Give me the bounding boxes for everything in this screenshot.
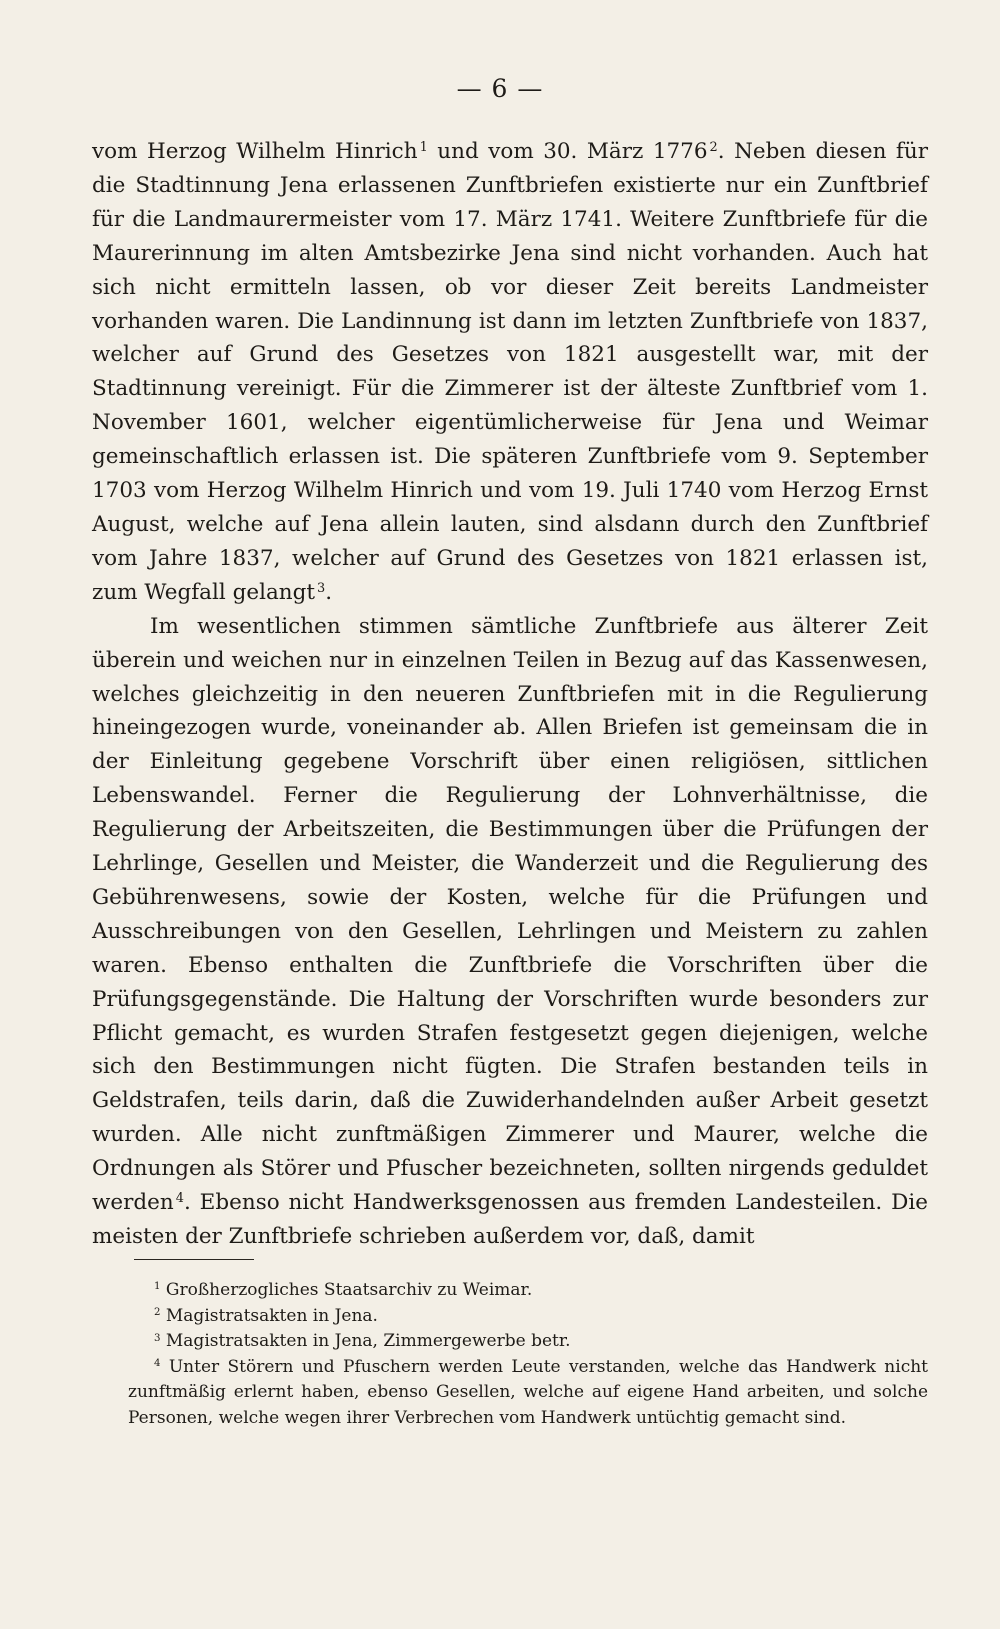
footnote-text-4: Unter Störern und Pfuschern werden Leute verstanden, welche das Handwerk nicht zunftmäßig erlernt haben, ebenso Gesellen, welche auf eigene Hand arbeiten, und solche Personen, welche wegen ihrer Verbrechen vom Handwerk untüchtig gemacht sind. [128,1356,928,1428]
footnote-1 [152,1278,928,1304]
page-number: — 6 — [456,74,544,103]
footnote-2 [152,1304,928,1330]
paragraph-2 [92,610,928,1254]
paragraph-2-text-b: . Ebenso nicht Handwerksgenossen aus fremden Landesteilen. Die meisten der Zunftbriefe schrieben außerdem vor, daß, damit [92,1190,928,1249]
paragraph-1-text-d: . [325,579,333,605]
paragraph-2-text-a: Im wesentlichen stimmen sämtliche Zunftbriefe aus älterer Zeit überein und weichen nur in einzelnen Teilen in Bezug auf das Kassenwesen, welches gleichzeitig in den neueren Zunftbriefen mit in die Regulierung hineingezogen wurde, voneinander ab. Allen Briefen ist gemeinsam die in der Einleitung gegebene Vorschrift über einen religiösen, sittlichen Lebenswandel. Ferner die Regulierung der Lohnverhältnisse, die Regulierung der Arbeitszeiten, die Bestimmungen über die Prüfungen der Lehrlinge, Gesellen und Meister, die Wanderzeit und die Regulierung des Gebührenwesens, sowie der Kosten, welche für die Prüfungen und Ausschreibungen von den Gesellen, Lehrlingen und Meistern zu zahlen waren. Ebenso enthalten die Zunftbriefe die Vorschriften über die Prüfungsgegenstände. Die Haltung der Vorschriften wurde besonders zur Pflicht gemacht, es wurden Strafen festgesetzt gegen diejenigen, welche sich den Bestimmungen nicht fügten. Die Strafen bestanden teils in Geldstrafen, teils darin, daß die Zuwiderhandelnden außer Arbeit gesetzt wurden. Alle nicht zunftmäßigen Zimmerer und Maurer, welche die Ordnungen als Störer und Pfuscher bezeichneten, sollten nirgends geduldet werden [92,613,928,1216]
footnote-marker-4: 4 [154,1358,161,1370]
footnote-text-2: Magistratsakten in Jena. [160,1305,378,1326]
footnote-divider [134,1259,254,1260]
footnote-ref-3[interactable]: 3 [317,580,326,596]
footnote-marker-3: 3 [154,1332,161,1344]
paragraph-1-text-b: und vom 30. März 1776 [427,139,708,164]
footnote-ref-4[interactable]: 4 [175,1191,184,1206]
footnote-4 [128,1355,928,1432]
footnote-marker-1: 1 [154,1281,161,1293]
paragraph-1-text-c: . Neben diesen für die Stadtinnung Jena erlassenen Zunftbriefen existierte nur ein Zunftbrief für die Landmaurermeister vom 17. März 1741. Weitere Zunftbriefe für die Maurerinnung im alten Amtsbezirke Jena sind nicht vorhanden. Auch hat sich nicht ermitteln lassen, ob vor dieser Zeit bereits Landmeister vorhanden waren. Die Landinnung ist dann im letzten Zunftbriefe von 1837, welcher auf Grund des Gesetzes von 1821 ausgestellt war, mit der Stadtinnung vereinigt. Für die Zimmerer ist der älteste Zunftbrief vom 1. November 1601, welcher eigentümlicherweise für Jena und Weimar gemeinschaftlich erlassen ist. Die späteren Zunftbriefe vom 9. September 1703 vom Herzog Wilhelm Hinrich und vom 19. Juli 1740 vom Herzog Ernst August, welche auf Jena allein lauten, sind alsdann durch den Zunftbrief vom Jahre 1837, welcher auf Grund des Gesetzes von 1821 erlassen ist, zum Wegfall gelangt [92,139,928,605]
footnote-ref-1[interactable]: 1 [419,139,428,155]
footnote-marker-2: 2 [154,1306,161,1318]
footnotes [128,1278,928,1432]
footnote-ref-2[interactable]: 2 [709,139,718,155]
footnote-text-1: Großherzogliches Staatsarchiv zu Weimar. [160,1280,533,1300]
footnote-text-3: Magistratsakten in Jena, Zimmergewerbe betr. [160,1331,571,1352]
body-text [92,135,928,1254]
paragraph-1 [92,135,928,610]
paragraph-1-text-a: vom Herzog Wilhelm Hinrich [92,139,418,164]
footnote-3 [152,1329,928,1355]
